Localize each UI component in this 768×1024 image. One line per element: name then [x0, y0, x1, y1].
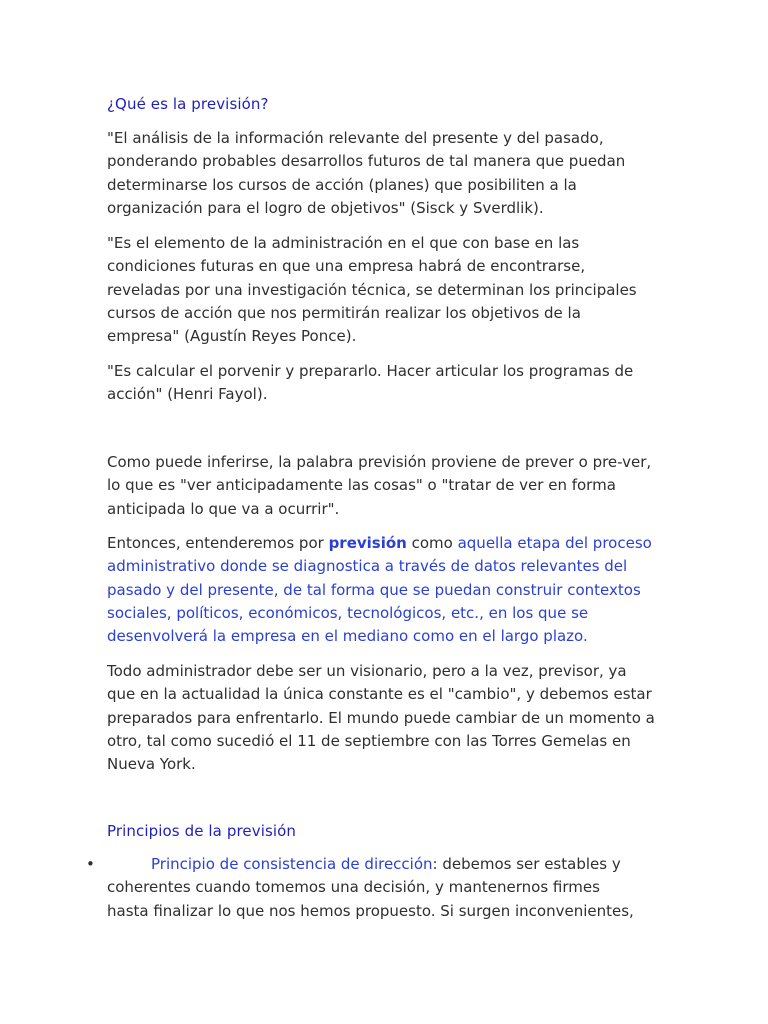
text-line: hasta finalizar lo que nos hemos propuesto. Si surgen inconvenientes, — [107, 901, 634, 920]
principle-text: : debemos ser estables y — [432, 855, 621, 873]
text-line: que en la actualidad la única constante es el "cambio", y debemos estar — [107, 685, 652, 704]
bullet-icon: • — [86, 855, 95, 873]
text-line: empresa" (Agustín Reyes Ponce). — [107, 327, 357, 346]
quote-fayol — [107, 360, 633, 407]
text-line: otro, tal como sucedió el 11 de septiembre con las Torres Gemelas en — [107, 731, 631, 750]
text-line: reveladas por una investigación técnica, se determinan los principales — [107, 280, 637, 299]
text-line: Nueva York. — [107, 755, 196, 774]
text-line-highlight: pasado y del presente, de tal forma que se puedan construir contextos — [107, 580, 641, 599]
paragraph-visionary — [107, 660, 655, 776]
text-line: "El análisis de la información relevante del presente y del pasado, — [107, 129, 604, 147]
definition-highlight: aquella etapa del proceso — [457, 534, 652, 552]
text-line — [107, 853, 634, 876]
quote-reyes-ponce — [107, 232, 637, 348]
text-line — [107, 532, 652, 555]
text-line: organización para el logro de objetivos" (Sisck y Sverdlik). — [107, 198, 544, 217]
text-line-highlight: administrativo donde se diagnostica a través de datos relevantes del — [107, 557, 628, 576]
text-line: "Es calcular el porvenir y prepararlo. Hacer articular los programas de — [107, 362, 634, 380]
text-line: condiciones futuras en que una empresa habrá de encontrarse, — [107, 257, 586, 276]
section-heading-principles: Principios de la previsión — [107, 822, 297, 840]
text-line: coherentes cuando tomemos una decisión, y mantenernos firmes — [107, 878, 600, 897]
list-item-principle-consistency — [86, 853, 634, 923]
text-line: cursos de acción que nos permitirán realizar los objetivos de la — [107, 303, 581, 322]
section-heading-what-is-forecasting: ¿Qué es la previsión? — [107, 95, 269, 113]
text-line: Todo administrador debe ser un visionario, pero a la vez, previsor, ya — [107, 662, 627, 680]
text-line: preparados para enfrentarlo. El mundo puede cambiar de un momento a — [107, 708, 655, 727]
text-line: lo que es "ver anticipadamente las cosas" o "tratar de ver en forma — [107, 476, 616, 495]
text-line: "Es el elemento de la administración en el que con base en las — [107, 234, 580, 252]
text-line-highlight: sociales, políticos, económicos, tecnológicos, etc., en los que se — [107, 603, 589, 622]
text-line: anticipada lo que va a ocurrir". — [107, 499, 340, 518]
quote-sisck-sverdlik — [107, 127, 625, 220]
text-line: determinarse los cursos de acción (planes) que posibiliten a la — [107, 175, 577, 194]
text-line-highlight: desenvolverá la empresa en el mediano como en el largo plazo. — [107, 627, 588, 646]
text-line: acción" (Henri Fayol). — [107, 385, 268, 404]
paragraph-inference — [107, 451, 651, 521]
definition-term: previsión — [328, 534, 407, 552]
definition-mid: como — [406, 534, 458, 552]
paragraph-definition — [107, 532, 652, 648]
text-line: ponderando probables desarrollos futuros de tal manera que puedan — [107, 152, 626, 171]
definition-lead: Entonces, entenderemos por — [107, 534, 329, 552]
principle-title: Principio de consistencia de dirección — [151, 855, 433, 873]
text-line: Como puede inferirse, la palabra previsión proviene de prever o pre-ver, — [107, 453, 652, 471]
